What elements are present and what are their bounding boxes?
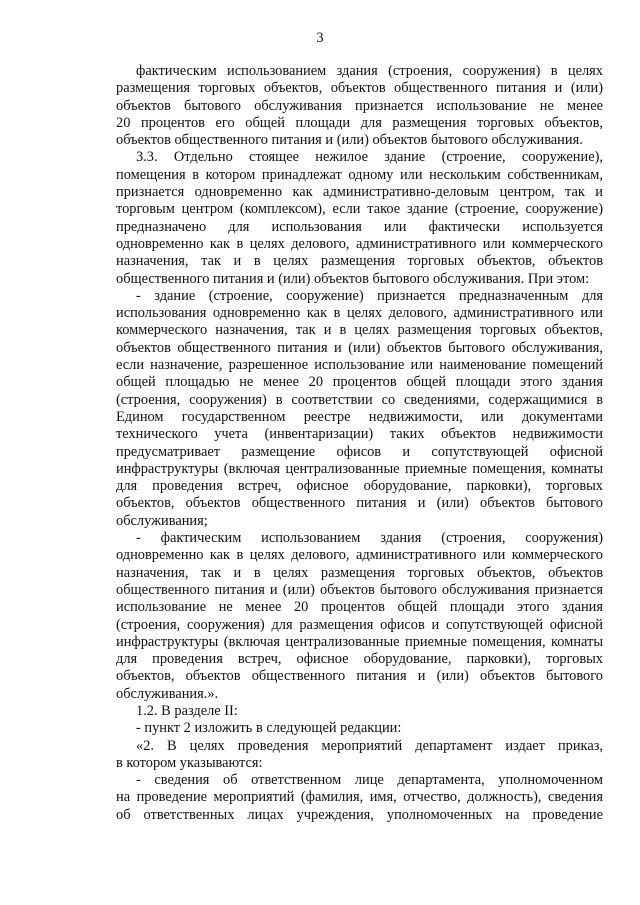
text-line: размещения торговых объектов, объектов общественного питания и (или) [116, 80, 603, 97]
text-line: помещения в котором принадлежат одному или нескольким собственникам, [116, 166, 603, 183]
text-line: общественного питания и (или) объектов бытового обслуживания признается [116, 581, 603, 598]
text-line: общей площадью не менее 20 процентов общей площади этого здания [116, 374, 603, 391]
text-line: если назначение, разрешенное использование или наименование помещений [116, 357, 603, 374]
page-number: 3 [316, 30, 324, 46]
text-line: предусматривает размещение офисов и сопутствующей офисной [116, 443, 603, 460]
text-line: 20 процентов его общей площади для размещения торговых объектов, [116, 114, 603, 131]
text-line: предназначено для использования или фактически используется [116, 218, 603, 235]
text-line: одновременно как в целях делового, административного или коммерческого [116, 235, 603, 252]
text-line: назначения, так и в целях размещения торговых объектов, объектов [116, 253, 603, 270]
text-line: инфраструктуры (включая централизованные приемные помещения, комнаты [116, 633, 603, 650]
text-line: объектов общественного питания и (или) объектов бытового обслуживания. [116, 132, 583, 149]
text-line: фактическим использованием здания (строения, сооружения) в целях [136, 63, 603, 79]
text-line: об ответственных лицах учреждения, уполномоченных на проведение [116, 806, 603, 823]
text-line: одновременно как в целях делового, административного или коммерческого [116, 547, 603, 564]
text-line: (строения, сооружения) для размещения офисов и сопутствующей офисной [116, 616, 603, 633]
text-line: назначения, так и в целях размещения торговых объектов, объектов [116, 564, 603, 581]
document-body [116, 63, 603, 824]
text-line: - сведения об ответственном лице департамента, уполномоченном [136, 772, 603, 789]
text-line: обслуживания; [116, 512, 208, 529]
text-line: использования одновременно как в целях делового, административного или [116, 305, 603, 322]
text-line: использование не менее 20 процентов общей площади этого здания [116, 599, 603, 616]
text-line: признается одновременно как административно-деловым центром, так и [116, 184, 603, 201]
text-line: (строения, сооружения) в соответствии со сведениями, содержащимися в [116, 391, 603, 408]
text-line: для проведения встреч, офисное оборудование, парковки), торговых [116, 651, 603, 668]
text-line: общественного питания и (или) объектов бытового обслуживания. При этом: [116, 270, 590, 287]
text-line: - пункт 2 изложить в следующей редакции: [136, 720, 402, 737]
text-line: для проведения встреч, офисное оборудование, парковки), торговых [116, 478, 603, 495]
text-line: инфраструктуры (включая централизованные приемные помещения, комнаты [116, 460, 603, 477]
text-line: объектов, объектов общественного питания и (или) объектов бытового [116, 495, 603, 512]
text-line: Едином государственном реестре недвижимости, или документами [116, 408, 603, 425]
text-line: объектов бытового обслуживания признается использование не менее [116, 97, 603, 114]
text-line: «2. В целях проведения мероприятий департамент издает приказ, [136, 737, 603, 754]
text-line: на проведение мероприятий (фамилия, имя, отчество, должность), сведения [116, 789, 603, 806]
text-line: торговым центром (комплексом), если такое здание (строение, сооружение) [116, 201, 603, 218]
text-line: объектов, объектов общественного питания и (или) объектов бытового [116, 668, 603, 685]
text-line: технического учета (инвентаризации) таких объектов недвижимости [116, 426, 603, 443]
text-line: коммерческого назначения, так и в целях размещения торговых объектов, [116, 322, 603, 339]
text-line: 3.3. Отдельно стоящее нежилое здание (строение, сооружение), [136, 149, 603, 166]
text-line: объектов общественного питания и (или) объектов бытового обслуживания, [116, 339, 603, 356]
text-line: в котором указываются: [116, 754, 263, 771]
text-line: - здание (строение, сооружение) признается предназначенным для [136, 287, 603, 304]
text-line: 1.2. В разделе II: [136, 702, 238, 719]
text-line: обслуживания.». [116, 685, 219, 702]
text-line: - фактическим использованием здания (строения, сооружения) [136, 530, 603, 547]
